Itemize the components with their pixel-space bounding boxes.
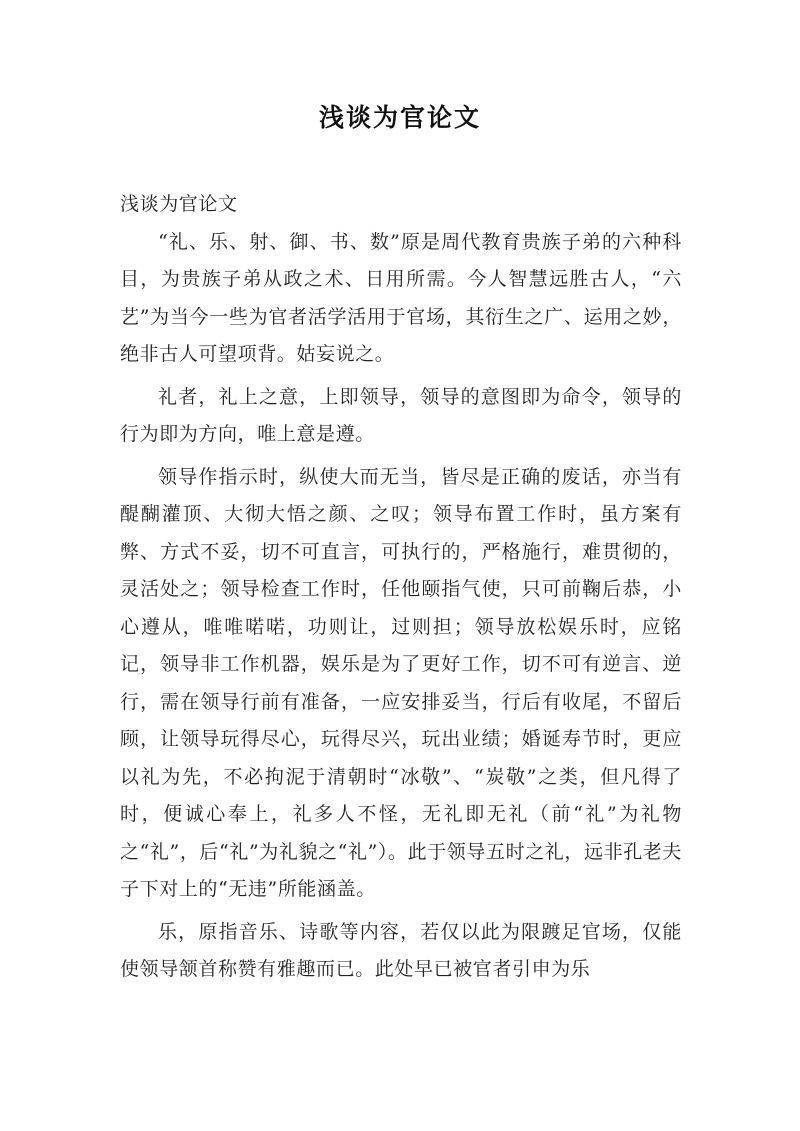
paragraph-4: 乐，原指音乐、诗歌等内容，若仅以此为限踱足官场，仅能使领导颔首称赞有雅趣而已。此处早已被官者引申为乐 <box>120 920 682 980</box>
paragraph-1: “礼、乐、射、御、书、数”原是周代教育贵族子弟的六种科目，为贵族子弟从政之术、日用所需。今人智慧远胜古人，“六艺”为当今一些为官者活学活用于官场，其衍生之广、运用之妙，绝非古人可望项背。姑妄说之。 <box>120 230 682 365</box>
document-subtitle: 浅谈为官论文 <box>120 193 238 215</box>
document-title: 浅谈为官论文 <box>318 103 481 132</box>
paragraph-3: 领导作指示时，纵使大而无当，皆尽是正确的废话，亦当有醍醐灌顶、大彻大悟之颜、之叹；领导布置工作时，虽方案有弊、方式不妥，切不可直言，可执行的，严格施行，难贯彻的，灵活处之；领导检查工作时，任他颐指气使，只可前鞠后恭，小心遵从，唯唯喏喏，功则让，过则担；领导放松娱乐时，应铭记，领导非工作机器，娱乐是为了更好工作，切不可有逆言、逆行，需在领导行前有准备，一应安排妥当，行后有收尾，不留后顾，让领导玩得尽心，玩得尽兴，玩出业绩；婚诞寿节时，更应以礼为先，不必拘泥于清朝时“冰敬”、“炭敬”之类，但凡得了时，便诚心奉上，礼多人不怪，无礼即无礼（前“礼”为礼物之“礼”，后“礼”为礼貌之“礼”）。此于领导五时之礼，远非孔老夫子下对上的“无违”所能涵盖。 <box>120 465 682 900</box>
document-body <box>120 186 682 989</box>
paragraph-2: 礼者，礼上之意，上即领导，领导的意图即为命令，领导的行为即为方向，唯上意是遵。 <box>120 385 682 445</box>
